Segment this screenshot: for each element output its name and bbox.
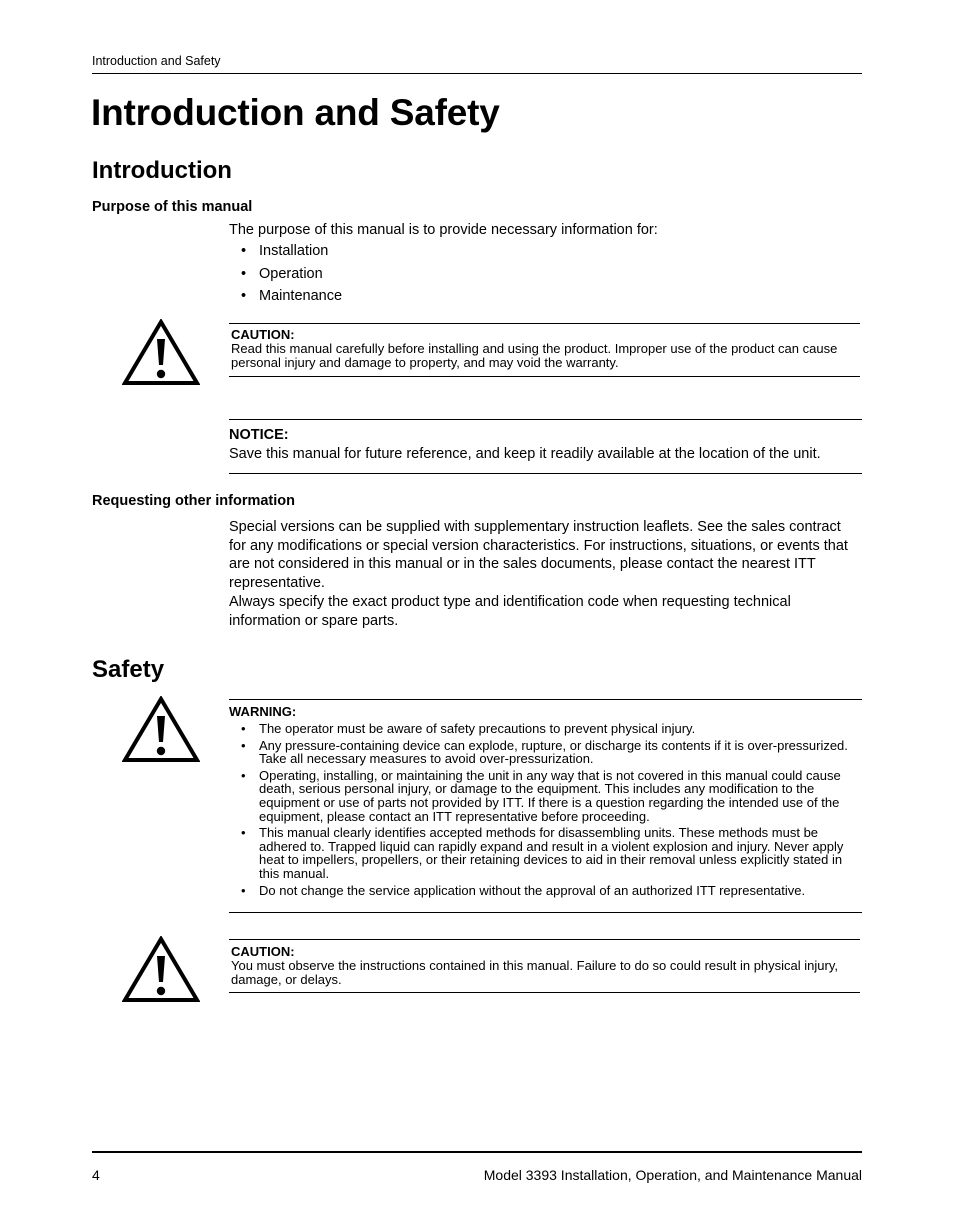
list-item: • This manual clearly identifies accepted methods for disassembling units. These methods must be adhered to. Trapped liquid can rapidly expand and result in a violent explosion and injury. Never apply heat to impellers, propellers, or their retaining devices to aid in their removal unless explicitly stated in this manual. [241, 826, 863, 880]
notice-text: Save this manual for future reference, and keep it readily available at the location of the unit. [229, 446, 821, 462]
footer-manual-title: Model 3393 Installation, Operation, and Maintenance Manual [483, 1167, 862, 1183]
footer-rule [92, 1151, 862, 1153]
subheading-requesting: Requesting other information [92, 493, 295, 509]
warning-triangle-icon [122, 319, 200, 385]
list-item: • Installation [241, 243, 342, 266]
caution-bottom-rule [229, 992, 860, 993]
list-item: • Operating, installing, or maintaining the unit in any way that is not covered in this manual could cause death, serious personal injury, or damage to the equipment. This includes any modification to the equipment or use of parts not provided by ITT. If there is a question regarding the intended use of the equipment, please contact an ITT representative before proceeding. [241, 769, 863, 823]
list-item: • Operation [241, 266, 342, 289]
list-item: • Any pressure-containing device can explode, rupture, or discharge its contents if it is over-pressurized. Take all necessary measures to avoid over-pressurization. [241, 739, 863, 766]
header-rule [92, 73, 862, 74]
warning-label: WARNING: [229, 704, 297, 719]
list-item: • Do not change the service application without the approval of an authorized ITT representative. [241, 884, 863, 898]
warning-bottom-rule [229, 912, 862, 913]
notice-top-rule [229, 419, 862, 420]
caution-label: CAUTION: [231, 327, 295, 342]
subheading-purpose: Purpose of this manual [92, 199, 253, 215]
caution-box [231, 327, 859, 370]
running-header: Introduction and Safety [92, 54, 221, 68]
notice-bottom-rule [229, 473, 862, 474]
list-item: • The operator must be aware of safety precautions to prevent physical injury. [241, 722, 863, 736]
caution-label: CAUTION: [231, 944, 295, 959]
warning-triangle-icon [122, 936, 200, 1002]
section-heading-introduction: Introduction [92, 157, 232, 184]
caution-text: You must observe the instructions contained in this manual. Failure to do so could result in physical injury, damage, or delays. [231, 958, 838, 987]
requesting-paragraph: Always specify the exact product type and identification code when requesting technical information or spare parts. [229, 594, 791, 629]
requesting-paragraph: Special versions can be supplied with supplementary instruction leaflets. See the sales contract for any modifications or special version characteristics. For instructions, situations, or events that are not considered in this manual or in the sales documents, please contact the nearest ITT representative. [229, 519, 848, 591]
caution-text: Read this manual carefully before installing and using the product. Improper use of the product can cause personal injury and damage to property, and may void the warranty. [231, 341, 838, 370]
warning-list [241, 722, 863, 900]
warning-triangle-icon [122, 696, 200, 762]
caution-top-rule [229, 939, 860, 940]
page-number: 4 [92, 1167, 100, 1183]
caution-bottom-rule [229, 376, 860, 377]
warning-top-rule [229, 699, 862, 700]
list-item: • Maintenance [241, 288, 342, 311]
section-heading-safety: Safety [92, 656, 165, 683]
notice-label: NOTICE: [229, 427, 289, 443]
purpose-list [241, 243, 342, 311]
notice-box [229, 427, 862, 462]
purpose-intro-text: The purpose of this manual is to provide necessary information for: [229, 222, 658, 238]
caution-top-rule [229, 323, 860, 324]
caution-box [231, 944, 859, 987]
chapter-title: Introduction and Safety [91, 92, 500, 133]
